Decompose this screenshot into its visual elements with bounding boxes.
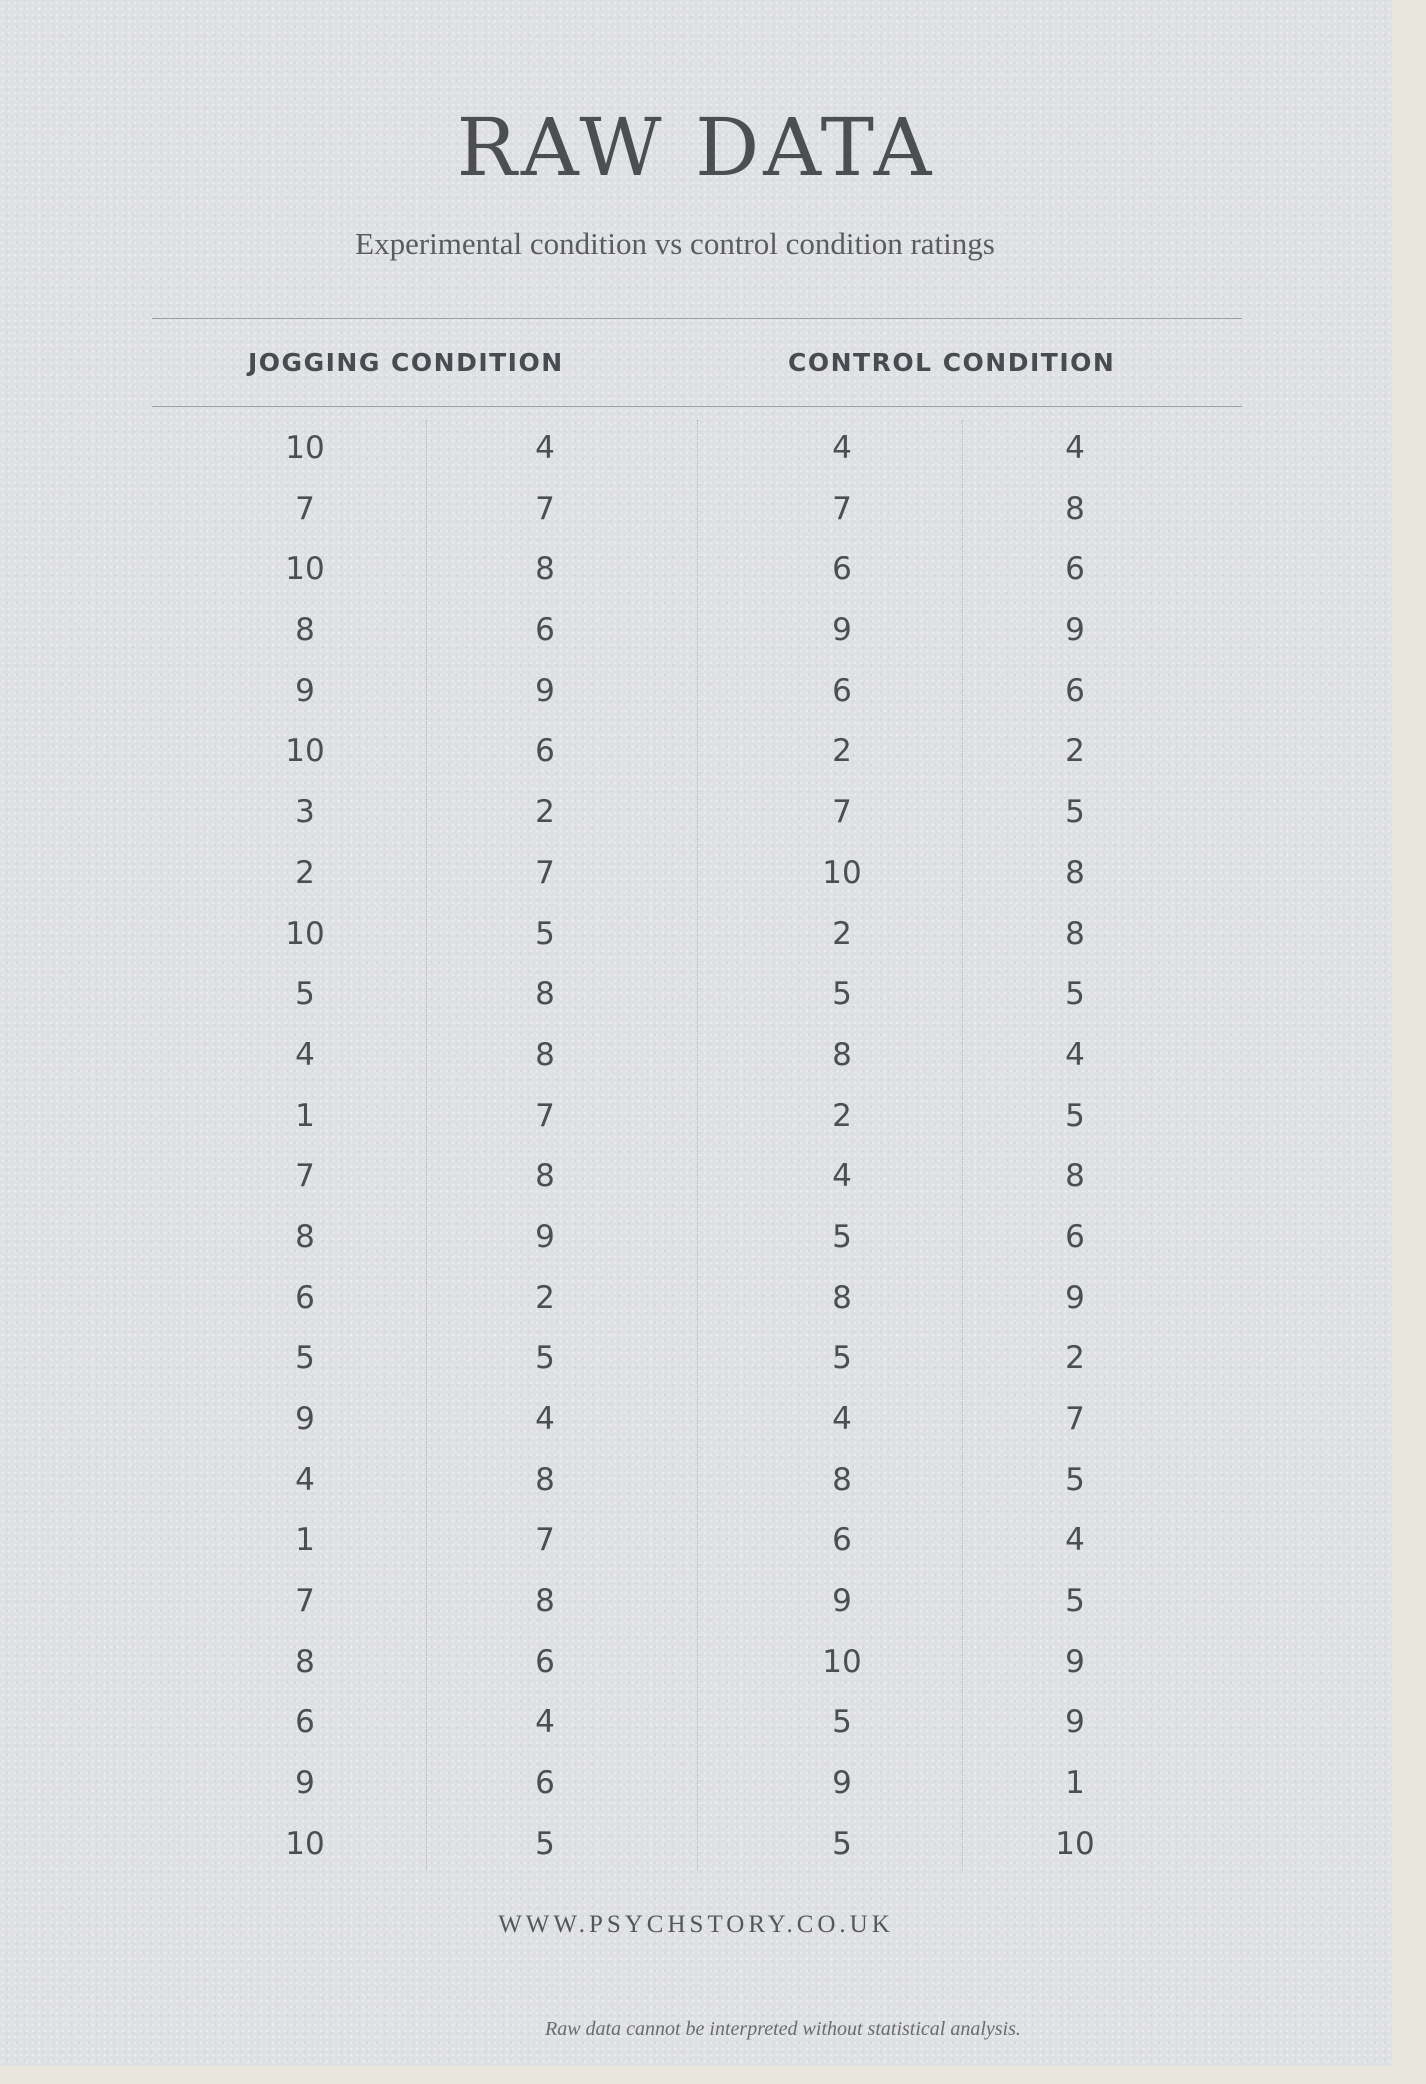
control-col-2-cell: 8: [1065, 490, 1085, 527]
control-col-1-cell: 2: [832, 1097, 852, 1134]
control-col-2-cell: 1: [1065, 1765, 1085, 1802]
control-col-1-cell: 2: [832, 915, 852, 952]
website-url: WWW.PSYCHSTORY.CO.UK: [498, 1911, 894, 1938]
jogging-col-1-cell: 1: [295, 1097, 315, 1134]
jogging-col-2-cell: 7: [535, 490, 555, 527]
control-col-1-cell: 6: [832, 1522, 852, 1559]
control-col-2-cell: 8: [1065, 915, 1085, 952]
control-col-1-cell: 10: [822, 854, 862, 891]
jogging-col-2-cell: 4: [535, 1401, 555, 1437]
control-col-2-cell: 5: [1065, 1583, 1085, 1620]
control-col-2-cell: 9: [1065, 1643, 1085, 1680]
control-col-1-cell: 5: [832, 1825, 852, 1862]
control-col-2-cell: 4: [1065, 1522, 1085, 1559]
table-row: [0, 1032, 1392, 1093]
jogging-col-1-cell: 6: [295, 1279, 315, 1316]
table-row: [0, 1821, 1392, 1882]
control-col-1-cell: 10: [822, 1643, 862, 1680]
page-subtitle: Experimental condition vs control condition ratings: [355, 226, 995, 261]
jogging-col-2-cell: 6: [535, 733, 555, 770]
jogging-col-1-cell: 10: [285, 430, 325, 466]
control-col-1-cell: 9: [832, 1765, 852, 1802]
control-col-2-cell: 6: [1065, 551, 1085, 588]
control-col-2-cell: 5: [1065, 976, 1085, 1013]
jogging-col-1-cell: 5: [295, 1340, 315, 1377]
table-row: [0, 1578, 1392, 1639]
control-col-1-cell: 4: [832, 1158, 852, 1195]
jogging-col-1-cell: 8: [295, 612, 315, 649]
table-row: [0, 607, 1392, 668]
jogging-col-1-cell: 6: [295, 1704, 315, 1741]
jogging-col-1-cell: 8: [295, 1218, 315, 1255]
jogging-col-1-cell: 9: [295, 1765, 315, 1802]
jogging-col-2-cell: 2: [535, 794, 555, 831]
table-row: [0, 546, 1392, 607]
jogging-col-2-cell: 5: [535, 915, 555, 952]
jogging-condition-header: JOGGING CONDITION: [248, 348, 564, 377]
table-row: [0, 1396, 1392, 1457]
jogging-col-1-cell: 10: [285, 1825, 325, 1862]
table-row: [0, 1760, 1392, 1821]
table-row: [0, 789, 1392, 850]
control-col-2-cell: 4: [1065, 430, 1085, 466]
table-row: [0, 728, 1392, 789]
control-col-2-cell: 4: [1065, 1036, 1085, 1073]
control-col-2-cell: 9: [1065, 1279, 1085, 1316]
jogging-col-1-cell: 3: [295, 794, 315, 831]
control-col-1-cell: 7: [832, 490, 852, 527]
jogging-col-2-cell: 4: [535, 430, 555, 466]
jogging-col-1-cell: 10: [285, 915, 325, 952]
control-col-2-cell: 6: [1065, 672, 1085, 709]
table-row: [0, 425, 1392, 486]
table-row: [0, 486, 1392, 547]
table-row: [0, 1699, 1392, 1760]
table-row: [0, 850, 1392, 911]
jogging-col-2-cell: 6: [535, 612, 555, 649]
table-row: [0, 668, 1392, 729]
jogging-col-2-cell: 9: [535, 672, 555, 709]
ratings-table: [0, 425, 1392, 1882]
control-col-2-cell: 2: [1065, 733, 1085, 770]
jogging-col-1-cell: 2: [295, 854, 315, 891]
table-row: [0, 1093, 1392, 1154]
jogging-col-2-cell: 5: [535, 1825, 555, 1862]
footnote: Raw data cannot be interpreted without statistical analysis.: [545, 2018, 1021, 2040]
jogging-col-1-cell: 8: [295, 1643, 315, 1680]
jogging-col-1-cell: 7: [295, 1583, 315, 1620]
jogging-col-1-cell: 1: [295, 1522, 315, 1559]
jogging-col-1-cell: 5: [295, 976, 315, 1013]
jogging-col-1-cell: 10: [285, 551, 325, 588]
jogging-col-2-cell: 7: [535, 1522, 555, 1559]
jogging-col-2-cell: 6: [535, 1643, 555, 1680]
table-row: [0, 1214, 1392, 1275]
control-col-1-cell: 4: [832, 1401, 852, 1437]
header-bottom-rule: [152, 406, 1242, 407]
jogging-col-2-cell: 7: [535, 854, 555, 891]
control-col-2-cell: 9: [1065, 612, 1085, 649]
control-col-2-cell: 2: [1065, 1340, 1085, 1377]
jogging-col-2-cell: 8: [535, 1158, 555, 1195]
jogging-col-2-cell: 6: [535, 1765, 555, 1802]
jogging-col-2-cell: 5: [535, 1340, 555, 1377]
table-row: [0, 911, 1392, 972]
control-col-2-cell: 5: [1065, 794, 1085, 831]
control-col-1-cell: 5: [832, 1704, 852, 1741]
control-col-1-cell: 8: [832, 1279, 852, 1316]
control-col-1-cell: 6: [832, 672, 852, 709]
control-col-1-cell: 2: [832, 733, 852, 770]
jogging-col-2-cell: 4: [535, 1704, 555, 1741]
jogging-col-1-cell: 10: [285, 733, 325, 770]
control-col-2-cell: 5: [1065, 1097, 1085, 1134]
control-col-1-cell: 8: [832, 1036, 852, 1073]
control-col-1-cell: 9: [832, 1583, 852, 1620]
jogging-col-2-cell: 9: [535, 1218, 555, 1255]
page-title: RAW DATA: [456, 101, 936, 194]
control-col-2-cell: 5: [1065, 1461, 1085, 1498]
jogging-col-1-cell: 9: [295, 1401, 315, 1437]
control-col-2-cell: 6: [1065, 1218, 1085, 1255]
control-col-2-cell: 10: [1055, 1825, 1095, 1862]
header-top-rule: [152, 318, 1242, 319]
jogging-col-1-cell: 7: [295, 490, 315, 527]
jogging-col-1-cell: 4: [295, 1036, 315, 1073]
jogging-col-2-cell: 8: [535, 1583, 555, 1620]
control-col-1-cell: 7: [832, 794, 852, 831]
jogging-col-1-cell: 9: [295, 672, 315, 709]
control-col-2-cell: 8: [1065, 854, 1085, 891]
control-col-1-cell: 5: [832, 976, 852, 1013]
table-row: [0, 1639, 1392, 1700]
jogging-col-2-cell: 8: [535, 551, 555, 588]
table-row: [0, 1457, 1392, 1518]
jogging-col-2-cell: 7: [535, 1097, 555, 1134]
control-col-1-cell: 6: [832, 551, 852, 588]
jogging-col-2-cell: 8: [535, 1036, 555, 1073]
table-row: [0, 1153, 1392, 1214]
control-condition-header: CONTROL CONDITION: [788, 348, 1116, 377]
control-col-1-cell: 4: [832, 430, 852, 466]
control-col-1-cell: 9: [832, 612, 852, 649]
jogging-col-1-cell: 4: [295, 1461, 315, 1498]
control-col-1-cell: 5: [832, 1218, 852, 1255]
control-col-2-cell: 7: [1065, 1401, 1085, 1437]
jogging-col-1-cell: 7: [295, 1158, 315, 1195]
table-row: [0, 971, 1392, 1032]
jogging-col-2-cell: 8: [535, 976, 555, 1013]
control-col-2-cell: 9: [1065, 1704, 1085, 1741]
jogging-col-2-cell: 2: [535, 1279, 555, 1316]
control-col-1-cell: 5: [832, 1340, 852, 1377]
table-row: [0, 1517, 1392, 1578]
control-col-1-cell: 8: [832, 1461, 852, 1498]
table-row: [0, 1275, 1392, 1336]
control-col-2-cell: 8: [1065, 1158, 1085, 1195]
table-row: [0, 1335, 1392, 1396]
jogging-col-2-cell: 8: [535, 1461, 555, 1498]
